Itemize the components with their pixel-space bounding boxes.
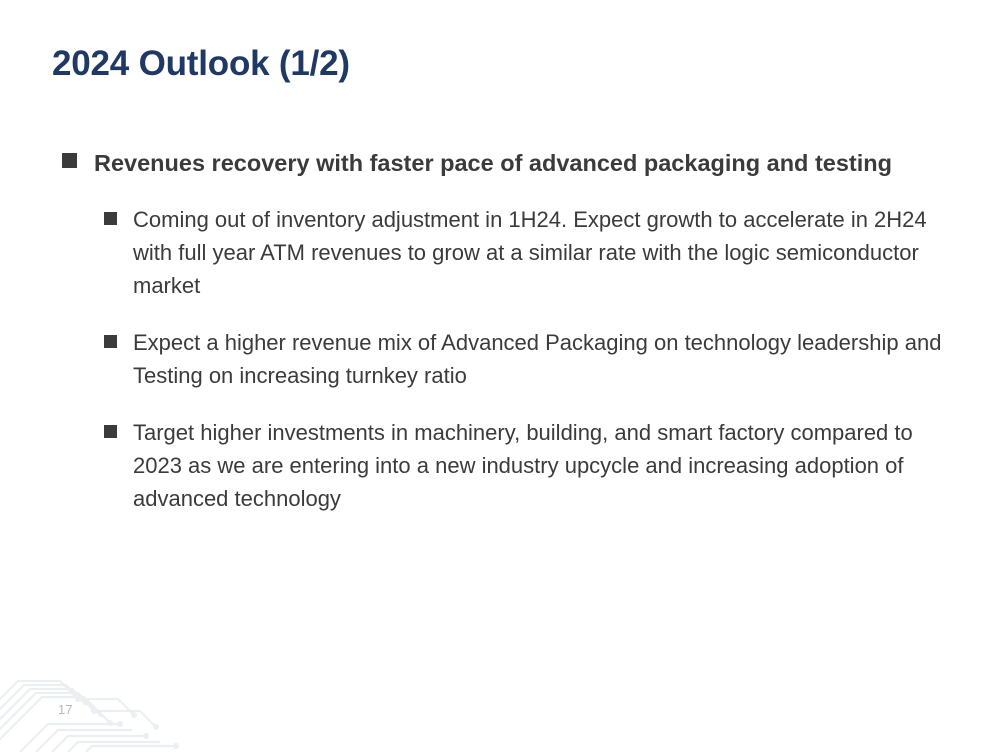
bullet-level2-text: Target higher investments in machinery, building, and smart factory compared to 2023 as we are entering into a new industry upcycle and increasing adoption of advanced technology (133, 420, 913, 512)
bullet-level2-text: Expect a higher revenue mix of Advanced Packaging on technology leadership and Testing on increasing turnkey ratio (133, 330, 942, 389)
circuit-pattern-decoration (0, 657, 260, 752)
slide-body (62, 145, 962, 539)
bullet-sublist (104, 203, 962, 515)
page-number: 17 (58, 702, 73, 717)
square-bullet-icon (104, 335, 117, 348)
bullet-level1-text: Revenues recovery with faster pace of advanced packaging and testing (94, 150, 892, 176)
bullet-level1 (62, 145, 962, 181)
bullet-level2 (104, 203, 962, 302)
square-bullet-icon (104, 212, 117, 225)
bullet-level2-text: Coming out of inventory adjustment in 1H24. Expect growth to accelerate in 2H24 with full year ATM revenues to grow at a similar rate with the logic semiconductor market (133, 207, 927, 299)
square-bullet-icon (104, 425, 117, 438)
bullet-level2 (104, 326, 962, 392)
bullet-level2 (104, 416, 962, 515)
page-title: 2024 Outlook (1/2) (52, 44, 350, 83)
square-bullet-icon (62, 153, 77, 168)
